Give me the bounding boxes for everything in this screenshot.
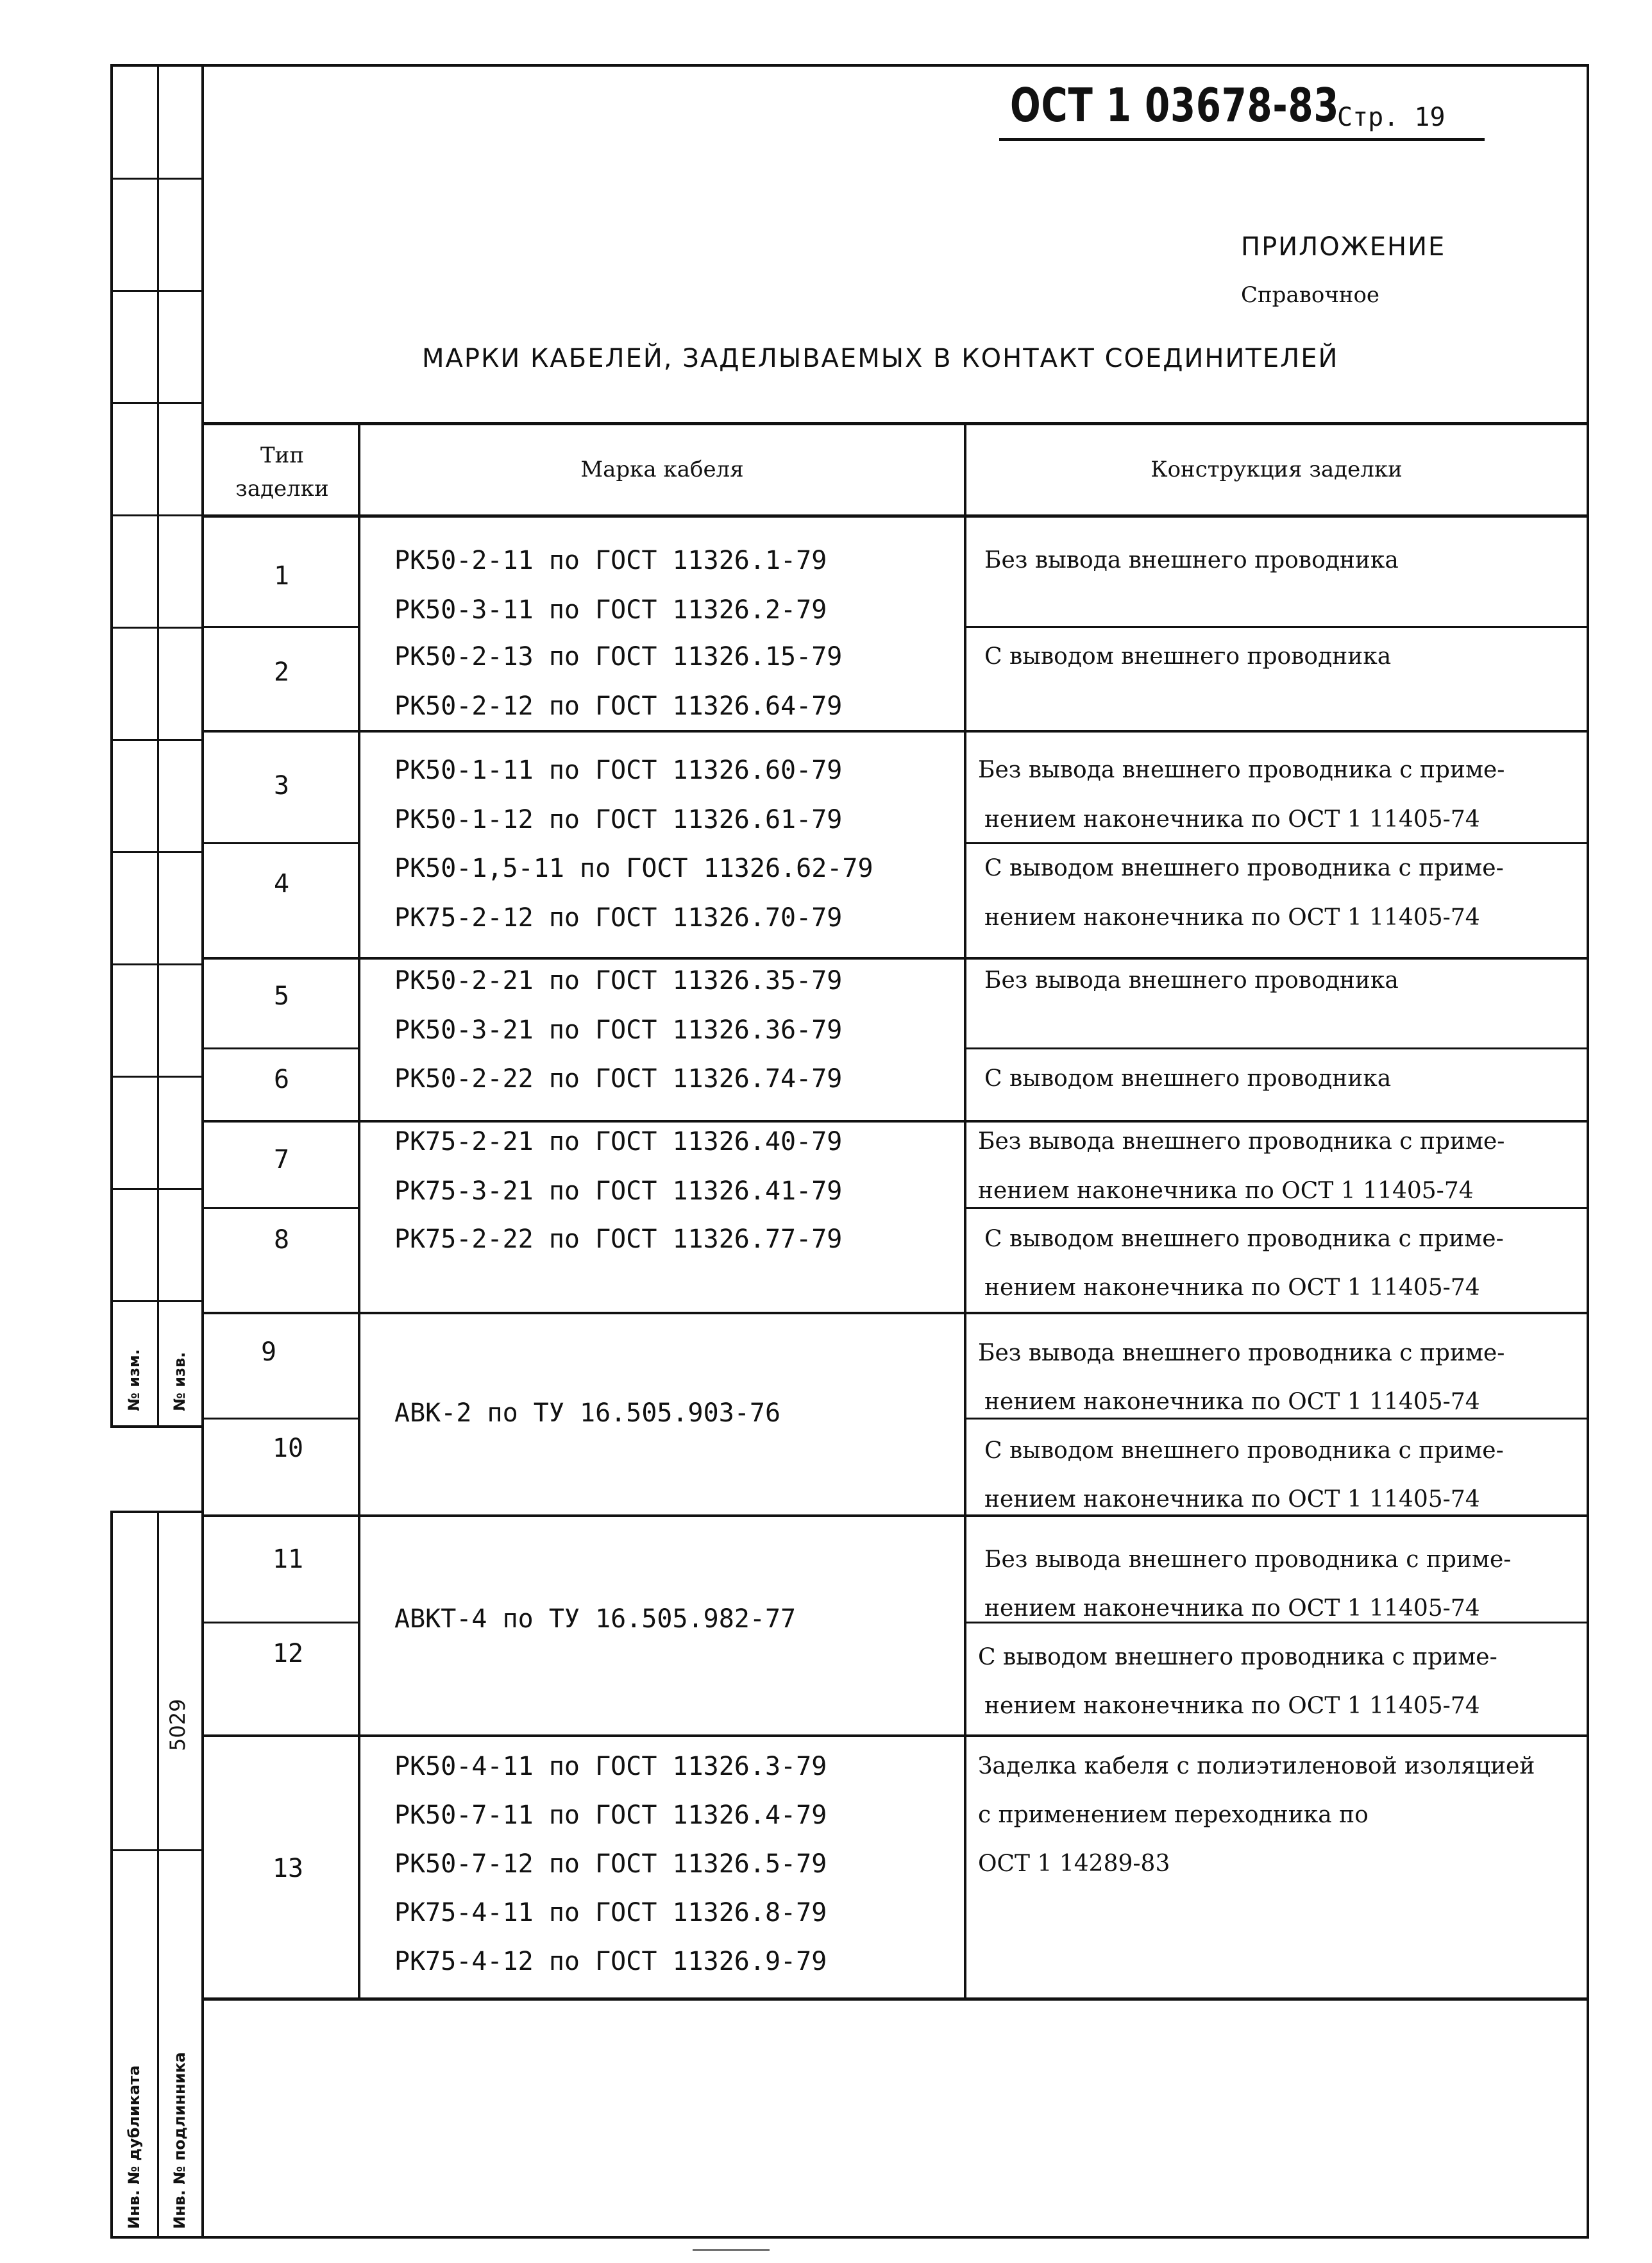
header-cable-brand: Марка кабеля [580,457,744,482]
cable-brand: РК50-1-12 по ГОСТ 11326.61-79 [394,805,843,835]
termination-design: Без вывода внешнего проводника с приме- [978,1340,1505,1366]
termination-design: с применением переходника по [978,1802,1369,1828]
cable-brand: РК75-3-21 по ГОСТ 11326.41-79 [394,1176,843,1206]
document-code: ОСТ 1 03678-83 [1010,78,1340,132]
termination-design: Без вывода внешнего проводника с приме- [978,757,1505,783]
change-number-label: № изм. [125,1349,143,1411]
type-number: 1 [273,561,290,591]
termination-design: ОСТ 1 14289-83 [978,1851,1170,1877]
termination-design: С выводом внешнего проводника с приме- [984,1226,1504,1252]
cable-brand: РК75-2-21 по ГОСТ 11326.40-79 [394,1127,843,1157]
termination-design: Без вывода внешнего проводника с приме- [984,1547,1512,1573]
cable-brand: АВК-2 по ТУ 16.505.903-76 [394,1398,781,1428]
duplicate-inventory-label: Инв. № дубликата [125,2065,143,2229]
cable-brand: РК50-4-11 по ГОСТ 11326.3-79 [394,1752,827,1781]
type-number: 8 [273,1225,290,1255]
type-number: 11 [272,1545,304,1574]
cable-brand: РК50-2-12 по ГОСТ 11326.64-79 [394,691,843,721]
termination-design: С выводом внешнего проводника [984,643,1392,670]
termination-design: нением наконечника по ОСТ 1 11405-74 [984,1693,1480,1719]
type-number: 12 [272,1639,304,1668]
cable-brand: РК75-2-12 по ГОСТ 11326.70-79 [394,903,843,933]
type-number: 7 [273,1145,290,1174]
type-number: 10 [272,1434,304,1463]
cable-brand: РК50-3-11 по ГОСТ 11326.2-79 [394,595,827,625]
inventory-number: 5029 [165,1699,190,1751]
termination-design: Без вывода внешнего проводника [984,967,1399,994]
original-inventory-label: Инв. № подлинника [171,2052,189,2229]
termination-design: нением наконечника по ОСТ 1 11405-74 [984,1486,1480,1513]
cable-brand: РК50-3-21 по ГОСТ 11326.36-79 [394,1015,843,1045]
cable-brand: АВКТ-4 по ТУ 16.505.982-77 [394,1604,796,1634]
termination-design: нением наконечника по ОСТ 1 11405-74 [984,1389,1480,1415]
cable-brand: РК75-4-11 по ГОСТ 11326.8-79 [394,1898,827,1928]
cable-brand: РК75-2-22 по ГОСТ 11326.77-79 [394,1225,843,1254]
cable-brand: РК75-4-12 по ГОСТ 11326.9-79 [394,1947,827,1976]
termination-design: нением наконечника по ОСТ 1 11405-74 [984,1275,1480,1301]
type-number: 3 [273,771,290,801]
cable-brand: РК50-2-21 по ГОСТ 11326.35-79 [394,966,843,996]
termination-design: нением наконечника по ОСТ 1 11405-74 [984,904,1480,931]
termination-design: Без вывода внешнего проводника [984,547,1399,573]
termination-design: С выводом внешнего проводника с приме- [984,1437,1504,1464]
termination-design: С выводом внешнего проводника [984,1065,1392,1092]
appendix-title: ПРИЛОЖЕНИЕ [1241,232,1446,262]
type-number: 6 [273,1065,290,1094]
type-number: 5 [273,981,290,1011]
appendix-subtitle: Справочное [1241,282,1380,308]
header-termination-design: Конструкция заделки [1150,457,1403,482]
cable-brand: РК50-2-13 по ГОСТ 11326.15-79 [394,642,843,672]
termination-design: нением наконечника по ОСТ 1 11405-74 [984,806,1480,833]
cable-brand: РК50-7-11 по ГОСТ 11326.4-79 [394,1801,827,1830]
cable-brand: РК50-7-12 по ГОСТ 11326.5-79 [394,1849,827,1879]
type-number: 13 [272,1854,304,1883]
header-type-line1: Тип [260,443,304,468]
header-type-line2: заделки [235,476,329,502]
termination-design: С выводом внешнего проводника с приме- [978,1644,1497,1670]
termination-design: С выводом внешнего проводника с приме- [984,855,1504,881]
table-title: МАРКИ КАБЕЛЕЙ, ЗАДЕЛЫВАЕМЫХ В КОНТАКТ СОЕДИНИТЕЛЕЙ [422,344,1339,373]
cable-brand: РК50-1,5-11 по ГОСТ 11326.62-79 [394,854,873,883]
termination-design: нением наконечника по ОСТ 1 11405-74 [984,1595,1480,1622]
type-number: 2 [273,657,290,687]
termination-design: Заделка кабеля с полиэтиленовой изоляцией [978,1753,1535,1779]
termination-design: Без вывода внешнего проводника с приме- [978,1128,1505,1155]
type-number: 4 [273,869,290,899]
cable-brand: РК50-2-11 по ГОСТ 11326.1-79 [394,546,827,575]
cable-brand: РК50-2-22 по ГОСТ 11326.74-79 [394,1064,843,1094]
page-number: Стр. 19 [1337,103,1446,132]
cable-brand: РК50-1-11 по ГОСТ 11326.60-79 [394,756,843,785]
termination-design: нением наконечника по ОСТ 1 11405-74 [978,1178,1474,1204]
notice-number-label: № изв. [171,1352,189,1411]
type-number: 9 [260,1337,277,1367]
